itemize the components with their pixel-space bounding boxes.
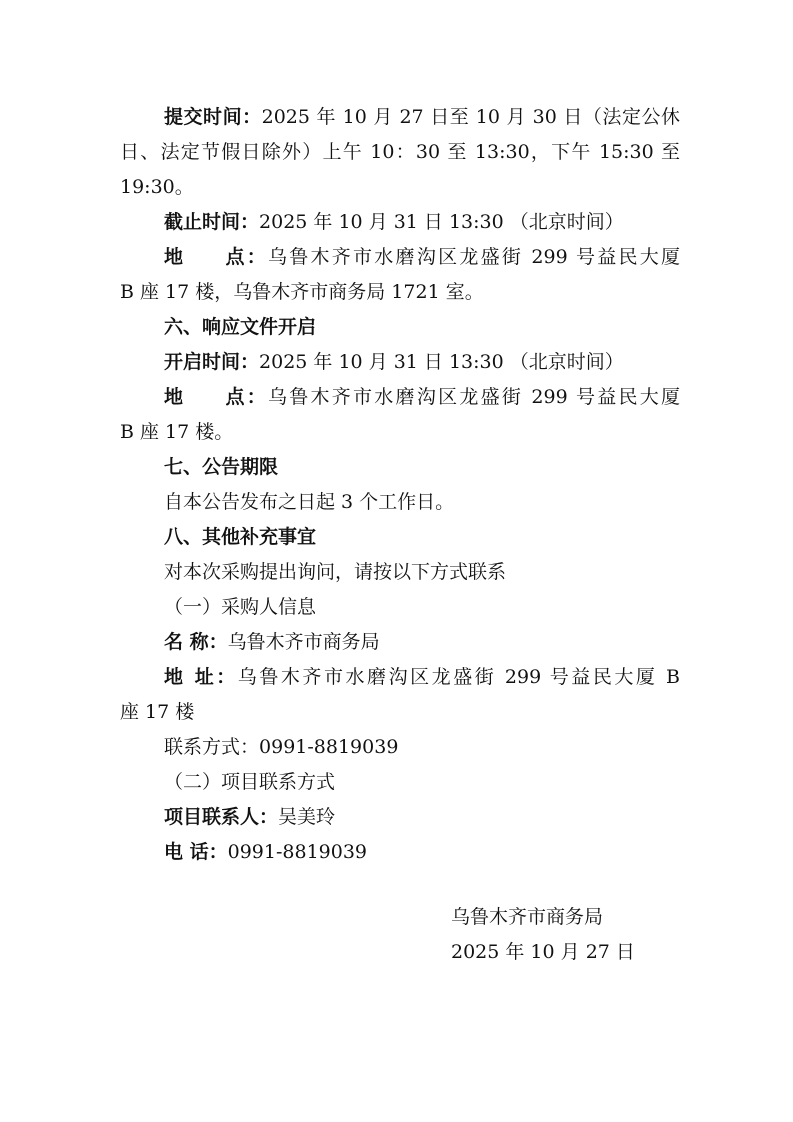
purchaser-address-line-1	[164, 663, 680, 691]
project-person-value: 吴美玲	[278, 806, 336, 828]
section-7-body: 自本公告发布之日起 3 个工作日。	[164, 491, 455, 513]
project-person-label: 项目联系人：	[164, 806, 279, 828]
project-heading: （二）项目联系方式	[164, 771, 336, 793]
location-1-value-1: 乌鲁木齐市水磨沟区龙盛街 299 号益民大厦	[268, 246, 680, 268]
location-1-line-2: B 座 17 楼，乌鲁木齐市商务局 1721 室。	[120, 281, 484, 303]
location-2-line-2: B 座 17 楼。	[120, 421, 234, 443]
section-7-title: 七、公告期限	[164, 456, 279, 478]
location-1-label-a: 地	[164, 246, 186, 268]
location-2-value-1: 乌鲁木齐市水磨沟区龙盛街 299 号益民大厦	[268, 386, 680, 408]
project-phone-value: 0991-8819039	[227, 841, 368, 863]
section-8-title: 八、其他补充事宜	[164, 526, 317, 548]
project-phone-label: 电 话：	[164, 841, 228, 863]
purchaser-address-value-1: 乌鲁木齐市水磨沟区龙盛街 299 号益民大厦 B	[237, 666, 680, 688]
signature-date: 2025 年 10 月 27 日	[451, 941, 635, 963]
submission-time-line-1	[164, 103, 680, 131]
purchaser-name-line	[164, 628, 680, 656]
purchaser-name-value: 乌鲁木齐市商务局	[227, 631, 380, 653]
deadline-label: 截止时间：	[164, 211, 260, 233]
purchaser-address-label: 地 址：	[164, 666, 238, 688]
opening-label: 开启时间：	[164, 351, 260, 373]
section-8-body: 对本次采购提出询问，请按以下方式联系	[164, 561, 507, 583]
location-2-label-a: 地	[164, 386, 186, 408]
submission-time-line-3: 19:30。	[120, 176, 194, 198]
purchaser-contact-value: 0991-8819039	[259, 736, 399, 758]
purchaser-address-line-2: 座 17 楼	[120, 701, 195, 723]
opening-line	[164, 348, 680, 376]
purchaser-contact-line	[164, 733, 680, 761]
submission-time-line-2: 日、法定节假日除外）上午 10：30 至 13:30，下午 15:30 至	[120, 141, 680, 163]
project-phone-line	[164, 838, 680, 866]
location-2-line-1	[164, 383, 680, 411]
location-2-label-b: 点：	[223, 386, 269, 408]
project-person-line	[164, 803, 680, 831]
section-6-title: 六、响应文件开启	[164, 316, 317, 338]
deadline-value: 2025 年 10 月 31 日 13:30 （北京时间）	[259, 211, 624, 233]
purchaser-heading: （一）采购人信息	[164, 596, 317, 618]
signature-org: 乌鲁木齐市商务局	[451, 906, 604, 928]
location-1-line-1	[164, 243, 680, 271]
deadline-line	[164, 208, 680, 236]
purchaser-name-label: 名 称：	[164, 631, 228, 653]
purchaser-contact-label: 联系方式：	[164, 736, 260, 758]
opening-value: 2025 年 10 月 31 日 13:30 （北京时间）	[259, 351, 624, 373]
submission-time-label: 提交时间：	[164, 106, 262, 128]
submission-time-value-1: 2025 年 10 月 27 日至 10 月 30 日（法定公休	[261, 106, 680, 128]
location-1-label-b: 点：	[223, 246, 269, 268]
